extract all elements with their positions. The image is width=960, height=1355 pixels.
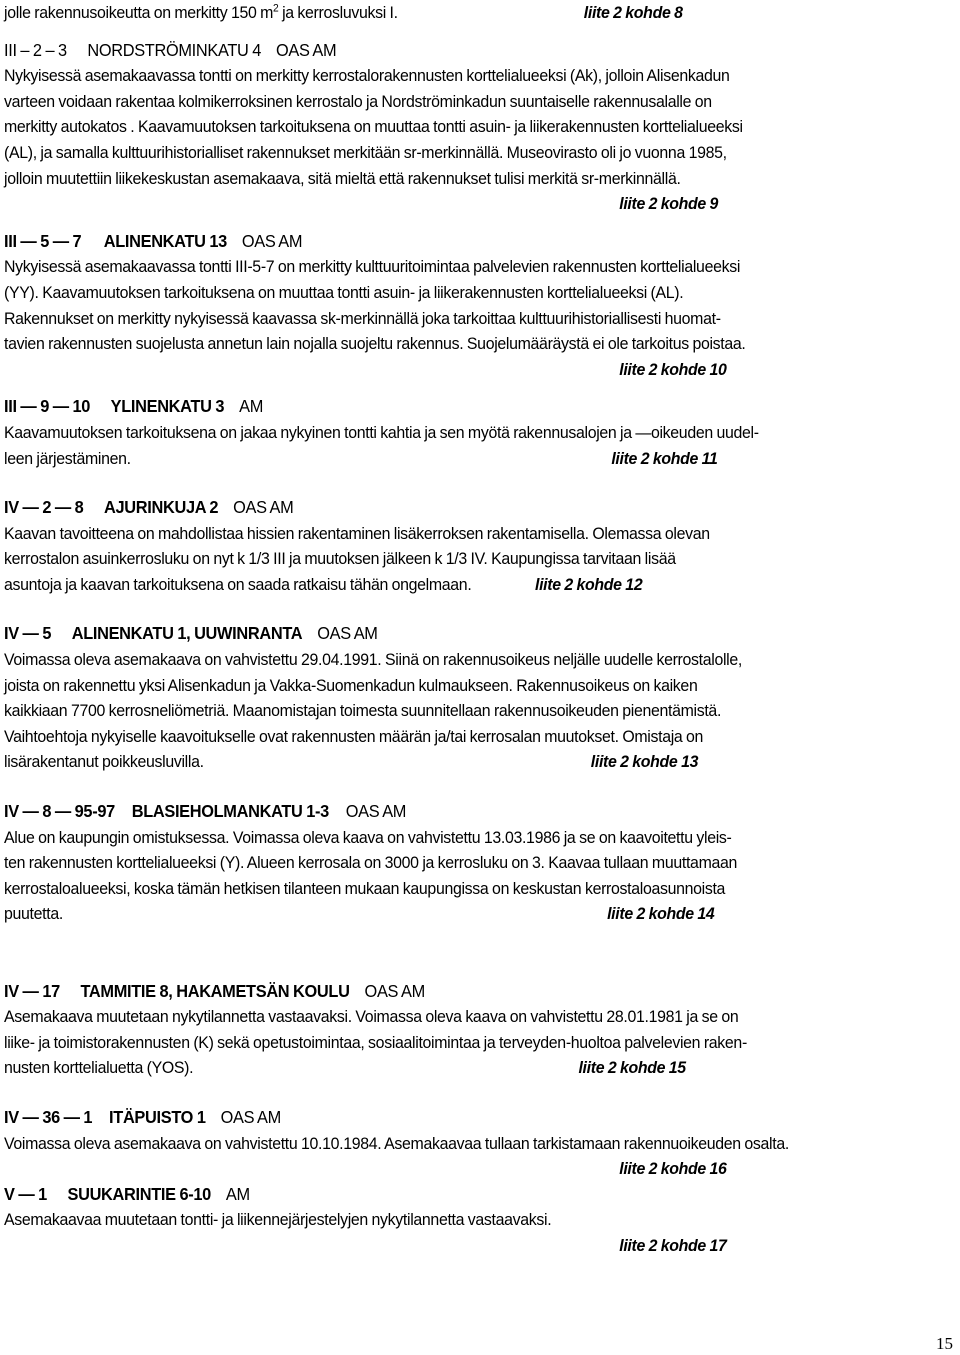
heading-code: IV — 36 — 1 — [4, 1106, 93, 1127]
paragraph-line: jolloin muutettiin liikekeskustan asemakaava, sitä mieltä että rakennukset tulisi merkitä sr-merkinnällä. — [4, 168, 681, 188]
heading-tags: OAS AM — [220, 1106, 281, 1127]
paragraph-line: merkitty autokatos . Kaavamuutoksen tarkoituksena on muuttaa tontti asuin- ja liikerakennusten korttelialueeksi — [4, 117, 743, 137]
section-heading — [4, 229, 894, 255]
section-heading — [4, 799, 894, 825]
section-heading — [4, 979, 894, 1005]
page-number: 15 — [936, 1334, 953, 1353]
paragraph-text: puutetta. — [4, 904, 63, 924]
paragraph-line: (YY). Kaavamuutoksen tarkoituksena on muuttaa tontti asuin- ja liikerakennusten korttelialueeksi (AL). — [4, 282, 684, 302]
attachment-ref: liite 2 kohde 9 — [619, 194, 719, 214]
heading-tags: OAS AM — [241, 230, 303, 251]
attachment-ref: liite 2 kohde 10 — [619, 359, 727, 379]
superscript: 2 — [273, 2, 279, 15]
intro-text-end: ja kerrosluvuksi I. — [278, 3, 398, 22]
heading-code: III — 9 — 10 — [4, 396, 91, 417]
paragraph-text: lisärakentanut poikkeusluvilla. — [4, 752, 204, 772]
attachment-ref: liite 2 kohde 17 — [619, 1235, 727, 1255]
paragraph-text: asuntoja ja kaavan tarkoituksena on saada ratkaisu tähän ongelmaan. — [4, 574, 472, 594]
heading-code: IV — 5 — [4, 623, 52, 644]
paragraph-line: ten rakennusten korttelialueeksi (Y). Alueen kerrosala on 3000 ja kerrosluku on 3. Kaavaa tullaan muuttamaan — [4, 853, 738, 873]
heading-tags: OAS AM — [233, 497, 294, 518]
paragraph-line — [4, 572, 894, 598]
paragraph-line: Nykyisessä asemakaavassa tontti on merkitty kerrostalorakennusten korttelialueeksi (Ak), jolloin Alisenkadun — [4, 66, 730, 86]
heading-name: AJURINKUJA 2 — [104, 497, 219, 518]
paragraph-line: varteen voidaan rakentaa kolmikerroksinen kerrostalo ja Nordströminkadun suuntaiselle rakennusalalle on — [4, 91, 712, 111]
paragraph-line — [4, 446, 894, 472]
attachment-ref: liite 2 kohde 12 — [535, 574, 643, 594]
attachment-ref: liite 2 kohde 8 — [583, 3, 683, 22]
heading-name: BLASIEHOLMANKATU 1-3 — [131, 801, 329, 822]
heading-code: V — 1 — [4, 1183, 47, 1204]
heading-code: III – 2 – 3 — [4, 39, 67, 60]
paragraph-line: Rakennukset on merkitty nykyisessä kaavassa sk-merkinnällä joka tarkoittaa kulttuurihistoriallisesti huomat- — [4, 308, 721, 328]
attachment-ref: liite 2 kohde 15 — [578, 1058, 686, 1078]
paragraph-line — [4, 1055, 894, 1081]
attachment-ref: liite 2 kohde 11 — [611, 448, 718, 468]
attachment-ref: liite 2 kohde 14 — [607, 904, 715, 924]
paragraph-line: kaikkiaan 7700 kerrosneliömetriä. Maanomistajan toimesta suunnitellaan rakennusoikeuden pienentämistä. — [4, 701, 722, 721]
heading-code: III — 5 — 7 — [4, 230, 82, 251]
intro-text: jolle rakennusoikeutta on merkitty 150 m — [4, 3, 274, 22]
heading-tags: OAS AM — [275, 39, 337, 60]
paragraph-line — [4, 901, 894, 927]
section-heading — [4, 621, 894, 647]
section-heading — [4, 1182, 894, 1208]
heading-tags: AM — [239, 396, 264, 417]
paragraph-line: Asemakaavaa muutetaan tontti- ja liikennejärjestelyjen nykytilannetta vastaavaksi. — [4, 1210, 552, 1230]
paragraph-line — [4, 749, 894, 775]
heading-name: YLINENKATU 3 — [110, 396, 225, 417]
heading-name: ALINENKATU 13 — [103, 230, 227, 251]
paragraph-text: leen järjestäminen. — [4, 448, 131, 468]
heading-tags: AM — [225, 1183, 250, 1204]
heading-tags: OAS AM — [317, 623, 378, 644]
paragraph-line: Kaavamuutoksen tarkoituksena on jakaa nykyinen tontti kahtia ja sen myötä rakennusalojen ja —oikeuden uudel- — [4, 422, 759, 442]
section-heading — [4, 1105, 894, 1131]
attachment-ref: liite 2 kohde 16 — [619, 1159, 727, 1179]
heading-name: TAMMITIE 8, HAKAMETSÄN KOULU — [80, 980, 350, 1001]
heading-name: ALINENKATU 1, UUWINRANTA — [71, 623, 303, 644]
paragraph-line: liike- ja toimistorakennusten (K) sekä opetustoimintaa, sosiaalitoimintaa ja terveyden-huoltoa palvelevien raken- — [4, 1032, 747, 1052]
section-heading — [4, 38, 894, 64]
heading-code: IV — 8 — 95-97 — [4, 801, 115, 822]
heading-code: IV — 2 — 8 — [4, 497, 84, 518]
heading-name: ITÄPUISTO 1 — [109, 1106, 206, 1127]
paragraph-line: Nykyisessä asemakaavassa tontti III-5-7 on merkitty kulttuuritoimintaa palvelevien rakennusten korttelialueeksi — [4, 257, 741, 277]
paragraph-line: kerrostalon asuinkerrosluku on nyt k 1/3 III ja muutoksen jälkeen k 1/3 IV. Kaupungissa tarvitaan lisää — [4, 549, 676, 569]
section-heading — [4, 394, 894, 420]
intro-line — [4, 0, 894, 26]
attachment-ref: liite 2 kohde 13 — [590, 752, 699, 772]
heading-name: NORDSTRÖMINKATU 4 — [87, 39, 262, 60]
paragraph-line: Voimassa oleva asemakaava on vahvistettu 29.04.1991. Siinä on rakennusoikeus neljälle uudelle kerrostalolle, — [4, 650, 742, 670]
paragraph-line: Vaihtoehtoja nykyiselle kaavoitukselle ovat rakennusten määrän ja/tai kerrosalan muutokset. Omistaja on — [4, 726, 704, 746]
heading-name: SUUKARINTIE 6-10 — [67, 1183, 211, 1204]
paragraph-line: (AL), ja samalla kulttuurihistorialliset rakennukset merkitään sr-merkinnällä. Museovirasto oli jo vuonna 1985, — [4, 142, 727, 162]
paragraph-line: kerrostaloalueeksi, koska tämän hetkisen tilanteen mukaan kaupungissa on keskustan kerrostaloasunnoista — [4, 878, 726, 898]
section-heading — [4, 495, 894, 521]
document-page — [4, 0, 894, 1259]
paragraph-text: nusten korttelialuetta (YOS). — [4, 1058, 194, 1078]
heading-code: IV — 17 — [4, 980, 60, 1001]
heading-tags: OAS AM — [364, 980, 425, 1001]
paragraph-line: Asemakaava muutetaan nykytilannetta vastaavaksi. Voimassa oleva kaava on vahvistettu 28.01.1981 ja se on — [4, 1007, 739, 1027]
paragraph-line: Voimassa oleva asemakaava on vahvistettu 10.10.1984. Asemakaavaa tullaan tarkistamaan rakennuoikeuden osalta. — [4, 1133, 789, 1153]
paragraph-line: Alue on kaupungin omistuksessa. Voimassa oleva kaava on vahvistettu 13.03.1986 ja se on kaavoitettu yleis- — [4, 827, 732, 847]
heading-tags: OAS AM — [345, 801, 407, 822]
paragraph-line: tavien rakennusten suojelusta annetun lain nojalla suojeltu rakennus. Suojelumääräystä ei ole tarkoitus poistaa. — [4, 334, 746, 354]
paragraph-line: joista on rakennettu yksi Alisenkadun ja Vakka-Suomenkadun kulmaukseen. Rakennusoikeus on kaiken — [4, 675, 698, 695]
paragraph-line: Kaavan tavoitteena on mahdollistaa hissien rakentaminen lisäkerroksen rakentamisella. Olemassa olevan — [4, 523, 710, 543]
